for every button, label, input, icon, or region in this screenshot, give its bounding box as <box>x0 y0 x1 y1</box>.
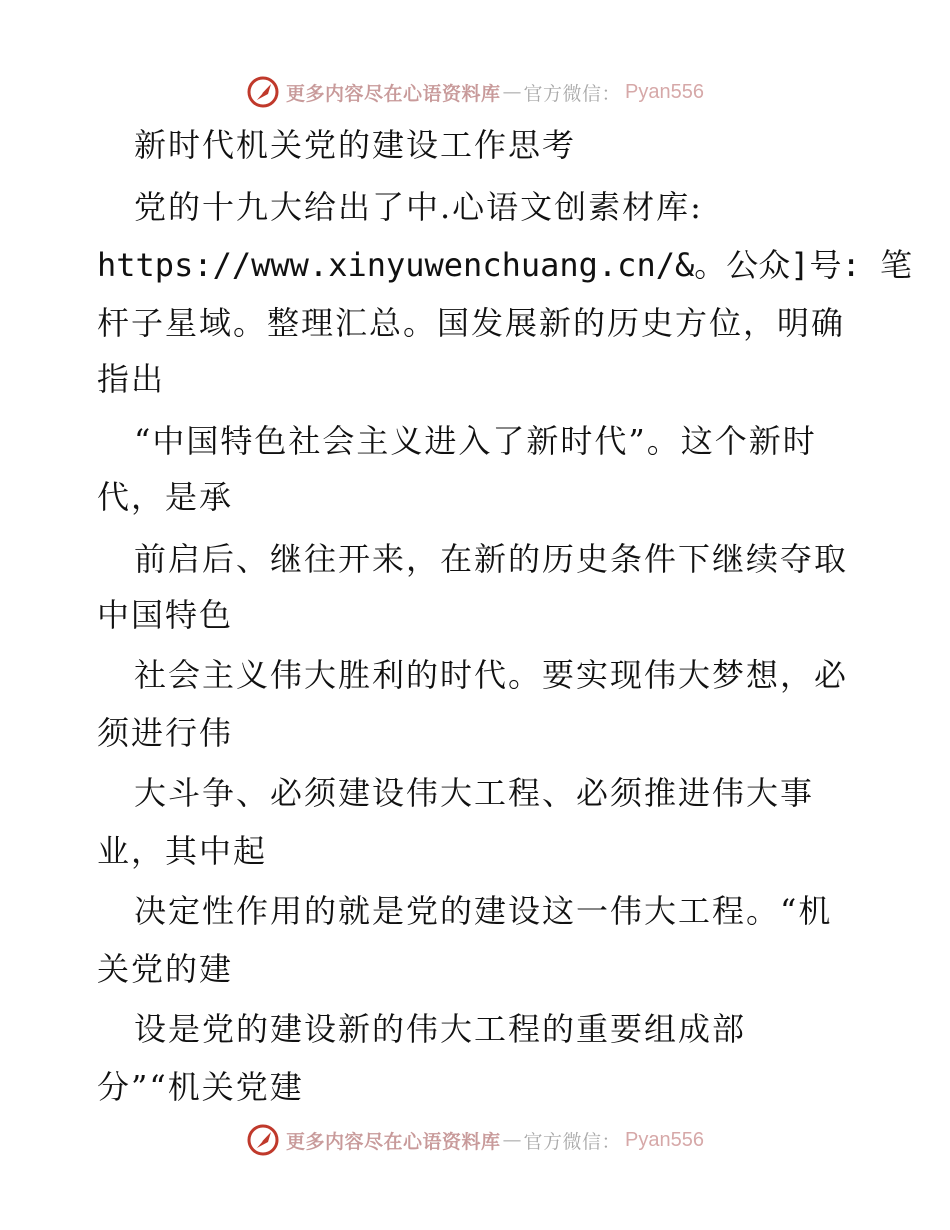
body-line: 前启后、继往开来，在新的历史条件下继续夺取 <box>134 540 849 578</box>
body-line: 设是党的建设新的伟大工程的重要组成部 <box>134 1010 747 1048</box>
watermark-wechat-id: Pyan556 <box>625 80 704 103</box>
watermark-separator: — <box>502 1129 522 1151</box>
body-line: 须进行伟 <box>97 714 234 752</box>
watermark-official-label: 官方微信： <box>523 82 622 105</box>
header-watermark <box>0 72 950 112</box>
watermark-separator: — <box>502 81 522 103</box>
body-line: 关党的建 <box>97 950 234 988</box>
body-line: 中国特色 <box>97 596 234 634</box>
quill-circle-icon <box>246 1123 280 1157</box>
body-line: 大斗争、必须建设伟大工程、必须推进伟大事 <box>134 774 815 812</box>
body-line: 分”“机关党建 <box>97 1068 304 1106</box>
quill-circle-icon <box>246 75 280 109</box>
body-line: 党的十九大给出了中.心语文创素材库: <box>134 188 703 226</box>
body-line: 杆子星域。整理汇总。国发展新的历史方位，明确 <box>97 304 846 342</box>
body-line: 指出 <box>97 360 166 398</box>
body-line-url: https://www.xinyuwenchuang.cn/&。公众]号: 笔 <box>97 246 913 284</box>
body-line: 代，是承 <box>97 478 234 516</box>
body-line: “中国特色社会主义进入了新时代”。这个新时 <box>134 422 817 460</box>
body-line: 决定性作用的就是党的建设这一伟大工程。“机 <box>134 892 833 930</box>
body-line: 社会主义伟大胜利的时代。要实现伟大梦想，必 <box>134 656 849 694</box>
watermark-official-label: 官方微信： <box>523 1130 622 1153</box>
watermark-text: 更多内容尽在心语资料库 <box>286 1130 501 1153</box>
watermark-wechat-id: Pyan556 <box>625 1128 704 1151</box>
watermark-text: 更多内容尽在心语资料库 <box>286 82 501 105</box>
footer-watermark <box>0 1120 950 1160</box>
document-title: 新时代机关党的建设工作思考 <box>134 126 577 164</box>
body-line: 业，其中起 <box>97 832 268 870</box>
